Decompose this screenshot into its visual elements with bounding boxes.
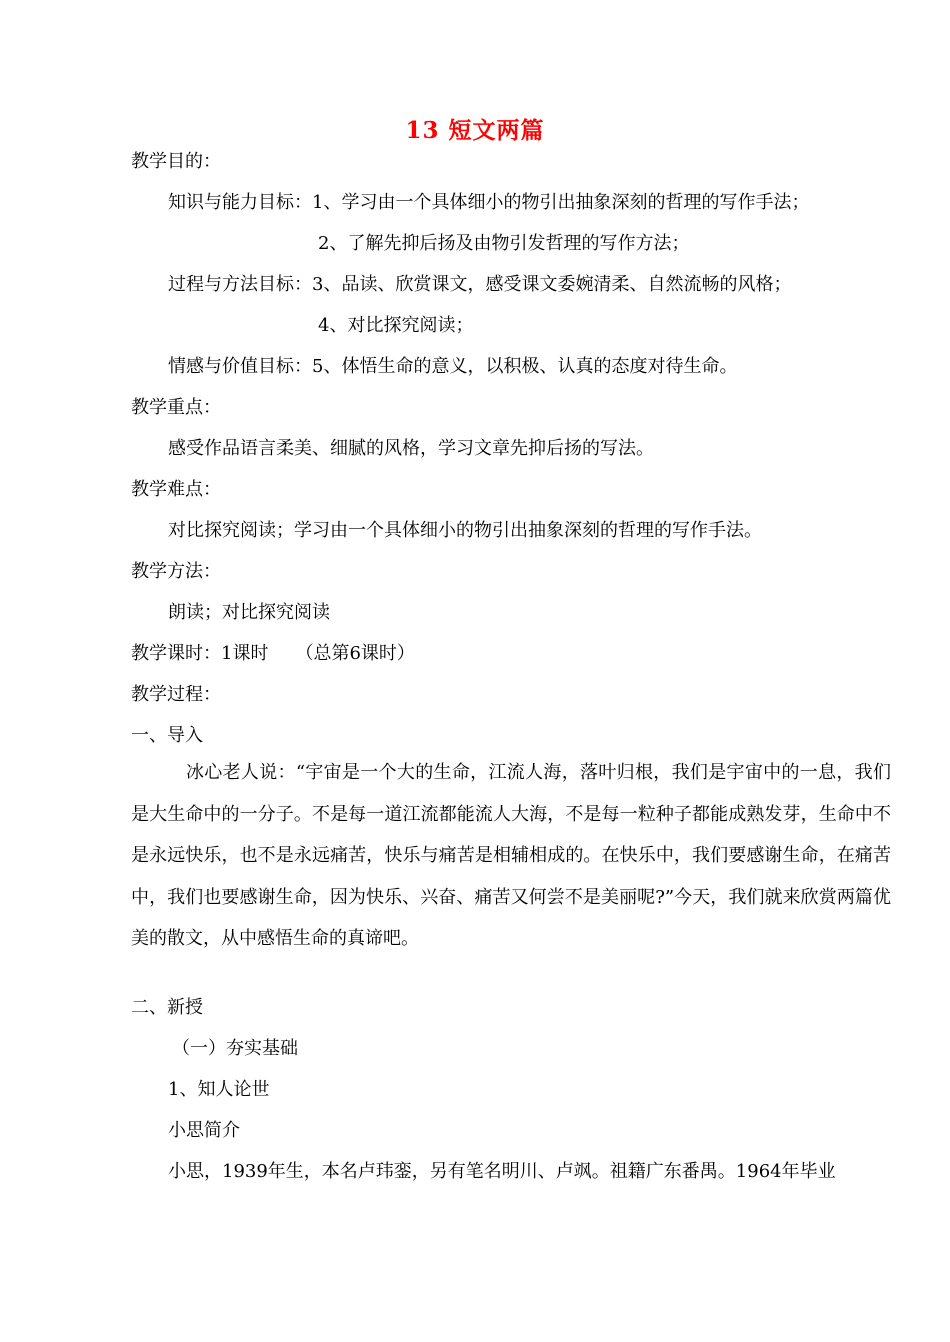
objective-line-1: 知识与能力目标：1、学习由一个具体细小的物引出抽象深刻的哲理的写作手法； — [168, 192, 810, 213]
key-point-heading: 教学重点： — [131, 397, 221, 418]
class-hours: 教学课时：1课时 （总第6课时） — [131, 643, 415, 664]
objective-line-5: 情感与价值目标：5、体悟生命的意义，以积极、认真的态度对待生命。 — [168, 356, 738, 377]
objective-line-4: 4、对比探究阅读； — [318, 315, 474, 336]
objective-line-2: 2、了解先抑后扬及由物引发哲理的写作方法； — [318, 233, 690, 254]
key-point-text: 感受作品语言柔美、细腻的风格，学习文章先抑后扬的写法。 — [168, 438, 654, 459]
author-text: 小思，1939年生，本名卢玮銮，另有笔名明川、卢飒。祖籍广东番禺。1964年毕业 — [168, 1161, 836, 1182]
author-heading: 小思简介 — [168, 1120, 240, 1141]
method-heading: 教学方法： — [131, 561, 221, 582]
item-author-context: 1、知人论世 — [168, 1079, 270, 1100]
subsection-foundation: （一）夯实基础 — [172, 1038, 298, 1059]
intro-paragraph: 冰心老人说：“宇宙是一个大的生命，江流人海，落叶归根，我们是宇宙中的一息，我们是大生命中的一分子。不是每一道江流都能流人大海，不是每一粒种子都能成熟发芽，生命中不是永远快乐，也不是永远痛苦，快乐与痛苦是相辅相成的。在快乐中，我们要感谢生命，在痛苦中，我们也要感谢生命，因为快乐、兴奋、痛苦又何尝不是美丽呢?”今天，我们就来欣赏两篇优美的散文，从中感悟生命的真谛吧。 — [131, 762, 891, 949]
process-heading: 教学过程： — [131, 684, 221, 705]
section-new-heading: 二、新授 — [131, 997, 203, 1018]
objectives-heading: 教学目的： — [131, 151, 221, 172]
difficulty-text: 对比探究阅读；学习由一个具体细小的物引出抽象深刻的哲理的写作手法。 — [168, 520, 762, 541]
objective-line-3: 过程与方法目标：3、品读、欣赏课文，感受课文委婉清柔、自然流畅的风格； — [168, 274, 792, 295]
difficulty-heading: 教学难点： — [131, 479, 221, 500]
document-title: 13 短文两篇 — [405, 117, 545, 144]
method-text: 朗读；对比探究阅读 — [168, 602, 330, 623]
section-intro-heading: 一、导入 — [131, 725, 203, 746]
